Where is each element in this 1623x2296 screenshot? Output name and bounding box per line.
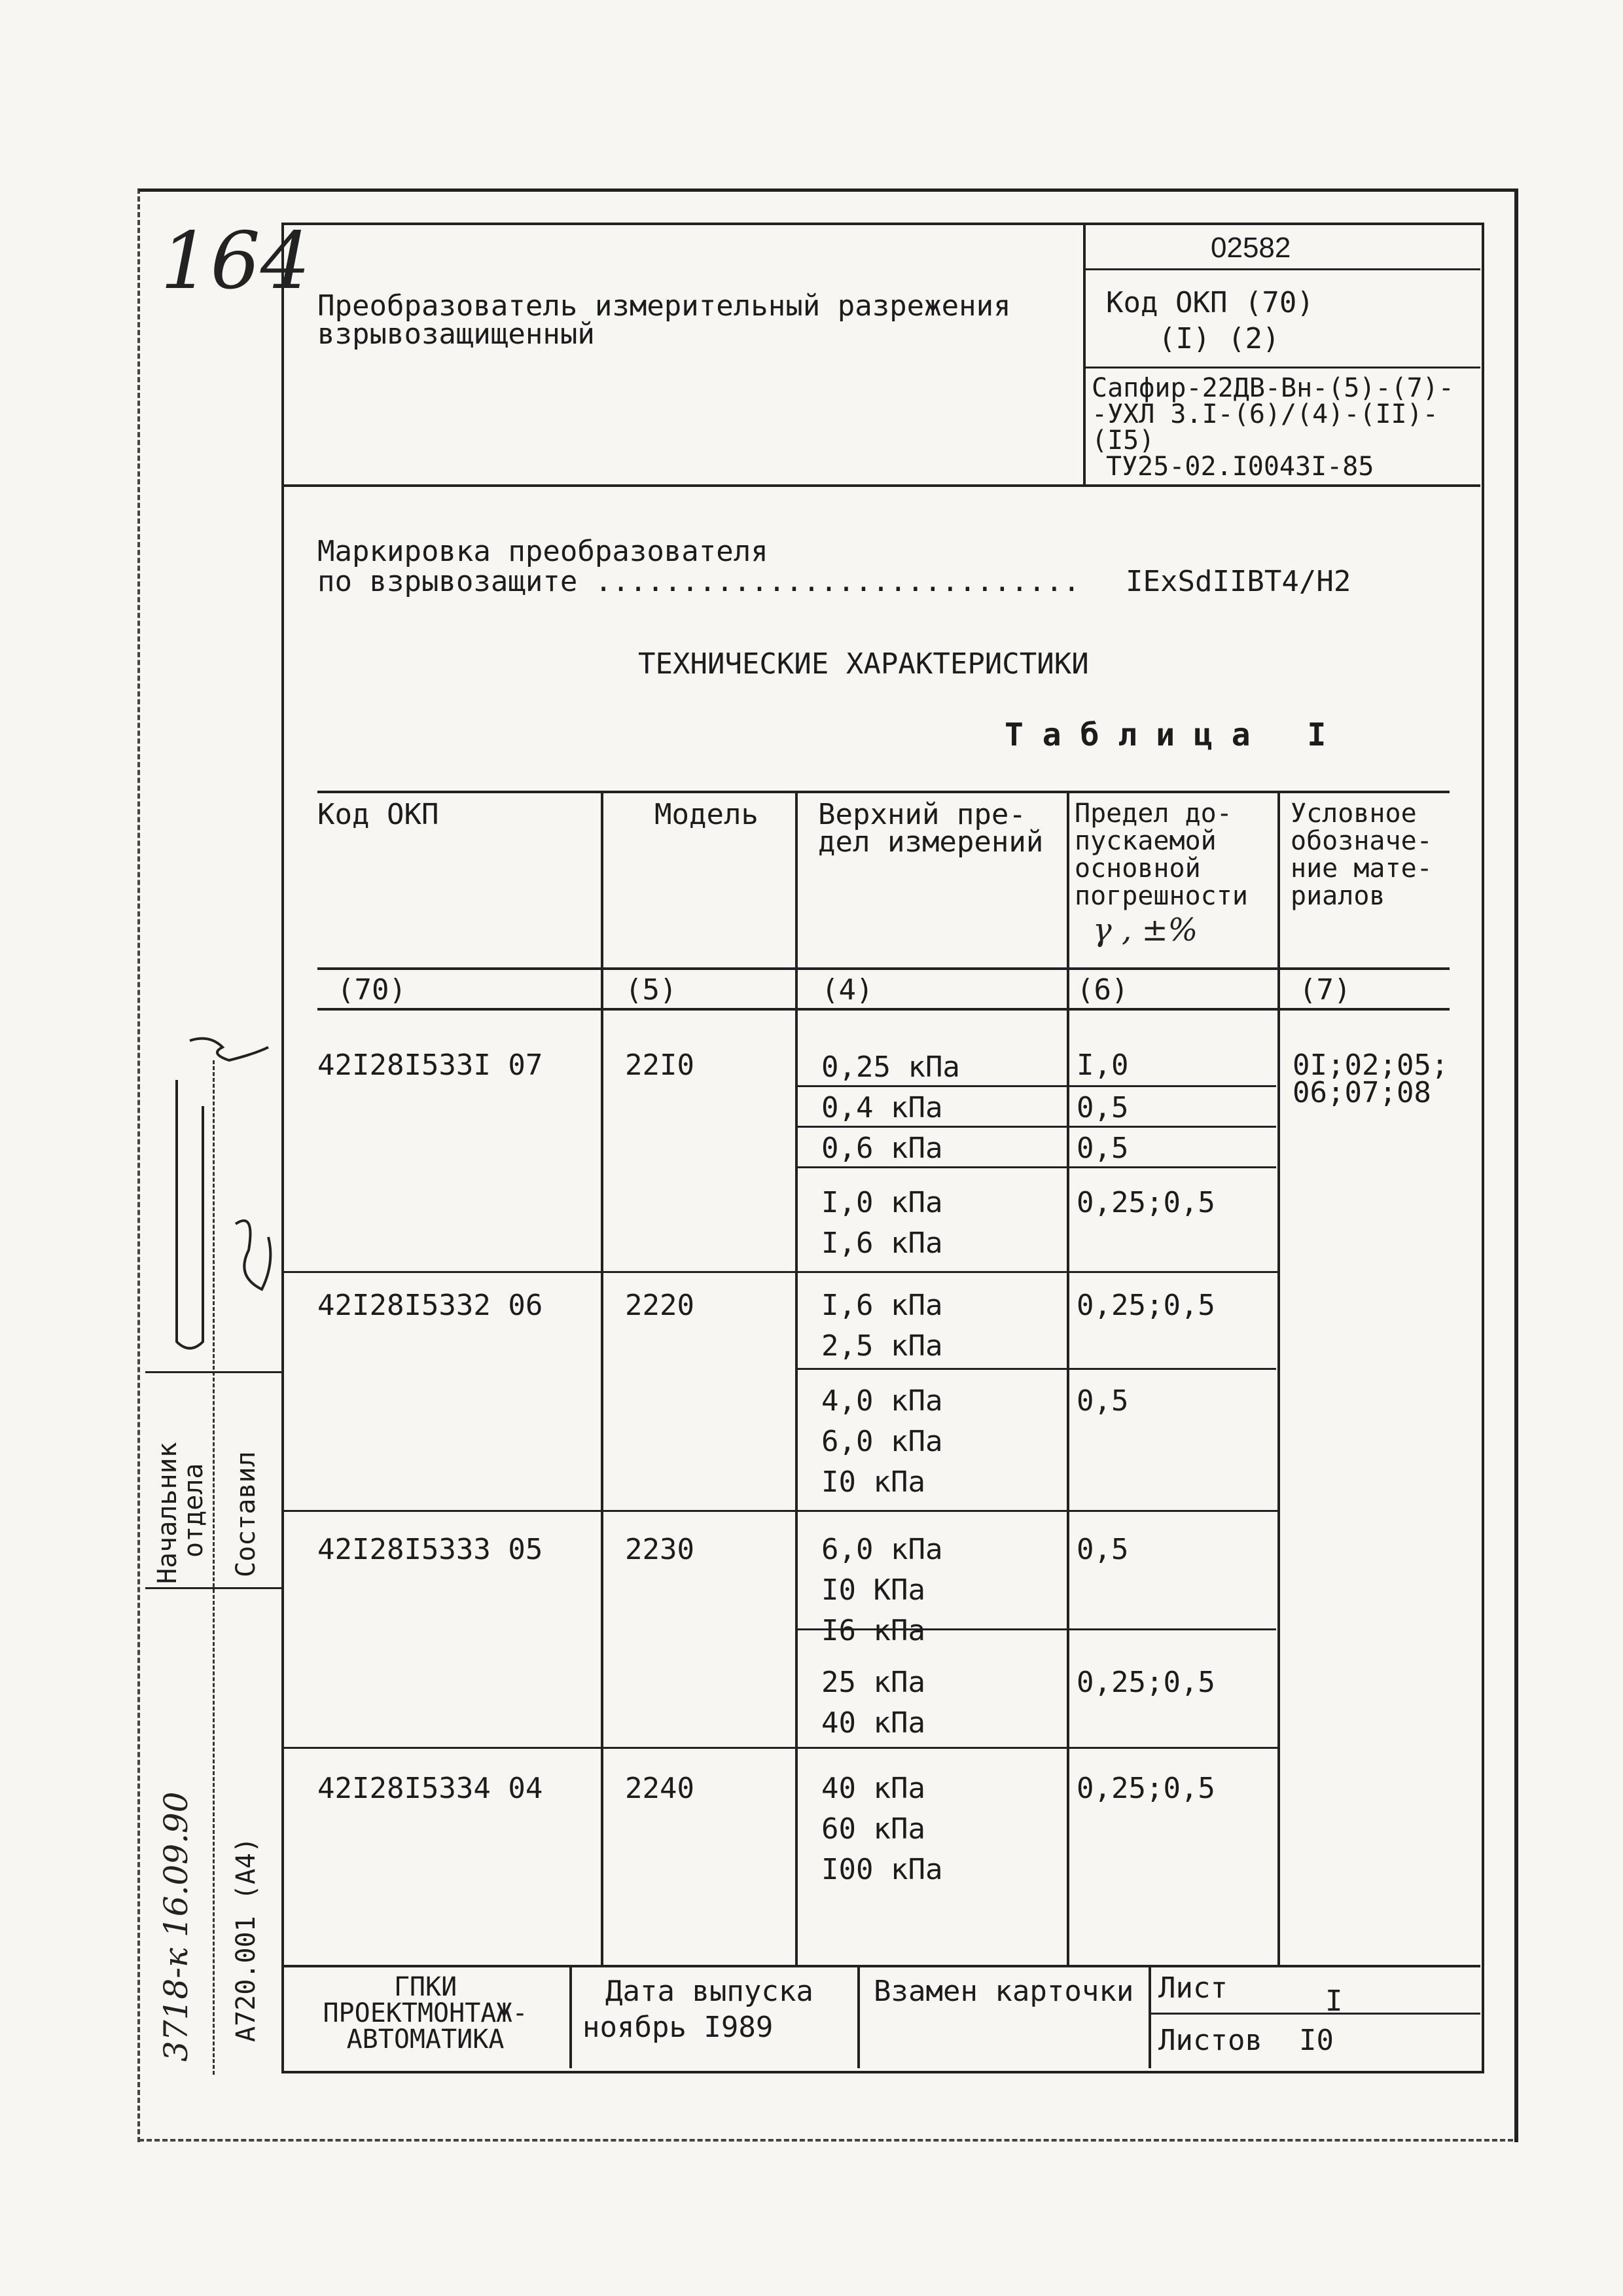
row1-materials-l2: 06;07;08 [1293,1076,1431,1109]
row3-end-line [283,1747,1277,1749]
header-materials-l3: ние мате- [1291,853,1433,884]
table-col-divider-1 [601,791,603,1965]
header-model: Модель [654,798,758,831]
footer-sheet-line [1150,2013,1480,2015]
r1-sub-line-a [795,1085,1276,1087]
row2-end-line [283,1510,1277,1512]
footer-replace-label: Взамен карточки [874,1975,1134,2008]
row2-range-4: I0 кПа [821,1465,925,1499]
okp-label: Код ОКП (70) [1106,286,1314,319]
row2-range-2: 4,0 кПа [821,1384,943,1418]
row2-range-3: 6,0 кПа [821,1425,943,1458]
row2-model: 2220 [625,1289,694,1322]
row3-range-3: 25 кПа [821,1666,925,1699]
row1-range-2: 0,6 кПа [821,1132,943,1165]
header-range-l1: Верхний пре- [818,798,1026,831]
header-error-l3: основной [1075,853,1201,884]
row2-range-1: 2,5 кПа [821,1329,943,1363]
table-title: Т а б л и ц а I [1005,717,1327,753]
section-title: ТЕХНИЧЕСКИЕ ХАРАКТЕРИСТИКИ [638,647,1089,681]
row1-error-0: I,0 [1077,1049,1129,1082]
header-materials-l2: обозначе- [1291,826,1433,856]
row3-range-2: I6 кПа [821,1614,925,1647]
row1-range-3: I,0 кПа [821,1186,943,1219]
header-error-l5: γ , ±% [1093,912,1198,948]
row3-okp: 42I28I5333 05 [317,1533,543,1566]
header-range-l2: дел измерений [818,825,1044,859]
header-materials-l4: риалов [1291,881,1385,911]
footer-top-line [283,1965,1480,1967]
row4-error-0: 0,25;0,5 [1077,1772,1215,1805]
header-card-line [1084,268,1480,270]
table-col-divider-2 [795,791,798,1965]
footer-sheets-label: Листов [1158,2024,1262,2057]
row1-okp: 42I28I533I 07 [317,1049,543,1082]
designation-line4: ТУ25-02.I0043I-85 [1106,452,1374,482]
row1-range-0: 0,25 кПа [821,1050,960,1084]
header-bottom-line [283,484,1480,487]
row3-error-1: 0,25;0,5 [1077,1666,1215,1699]
card-number: 02582 [1211,232,1291,264]
footer-divider-3 [1149,1966,1151,2068]
handwritten-sheet-number: 164 [160,216,311,307]
code-col5: (7) [1299,973,1351,1007]
header-okp: Код ОКП [317,798,439,831]
code-col1: (70) [337,973,406,1007]
side-author-label: Составил [231,1451,261,1577]
row4-model: 2240 [625,1772,694,1805]
row3-error-0: 0,5 [1077,1533,1129,1566]
footer-release-value: ноябрь I989 [582,2011,774,2044]
side-head-label-l2: отдела [179,1463,209,1558]
row3-range-1: I0 КПа [821,1573,925,1607]
row1-materials-l1: 0I;02;05; [1293,1049,1449,1082]
code-col4: (6) [1077,973,1129,1007]
document-title-line1: Преобразователь измерительный разрежения [317,289,1011,323]
header-error-l2: пускаемой [1075,826,1217,856]
row4-range-1: 60 кПа [821,1812,925,1846]
footer-org-l2: ПРОЕКТМОНТАЖ- [323,1998,528,2028]
row2-error-0: 0,25;0,5 [1077,1289,1215,1322]
footer-org-l3: АВТОМАТИКА [346,2024,505,2054]
header-error-l1: Предел до- [1075,798,1232,829]
footer-org-l1: ГПКИ [393,1972,457,2002]
side-head-label-l1: Начальник [152,1442,183,1584]
code-col3: (4) [821,973,874,1007]
footer-sheets-value: I0 [1299,2024,1334,2057]
row4-range-0: 40 кПа [821,1772,925,1805]
header-error-l4: погрешности [1075,881,1248,911]
designation-line2: -УХЛ 3.I-(6)/(4)-(II)- [1092,399,1438,429]
row2-range-0: I,6 кПа [821,1289,943,1322]
r1-sub-line-b [795,1126,1276,1128]
row1-model: 22I0 [625,1049,694,1082]
side-form-code: А720.001 (А4) [231,1837,261,2042]
footer-sheet-label: Лист [1158,1971,1228,2005]
row1-error-1: 0,5 [1077,1091,1129,1124]
marking-line2: по взрывозащите ............................ [317,565,1080,598]
footer-divider-1 [569,1966,572,2068]
header-materials-l1: Условное [1291,798,1417,829]
side-stamp-line-1 [145,1371,283,1373]
side-handwritten-note: 3718-к 16.09.90 [157,1791,195,2062]
row3-range-4: 40 кПа [821,1706,925,1740]
marking-value: IExSdIIBT4/H2 [1126,565,1351,598]
row2-error-1: 0,5 [1077,1384,1129,1418]
row3-range-0: 6,0 кПа [821,1533,943,1566]
footer-divider-2 [857,1966,860,2068]
row1-error-3: 0,25;0,5 [1077,1186,1215,1219]
row3-model: 2230 [625,1533,694,1566]
okp-sub: (I) (2) [1158,322,1280,355]
row4-okp: 42I28I5334 04 [317,1772,543,1805]
designation-line1: Сапфир-22ДВ-Вн-(5)-(7)- [1092,373,1454,403]
header-okp-line [1084,367,1480,368]
side-stamp-line-2 [145,1587,283,1589]
footer-release-label: Дата выпуска [605,1975,813,2008]
row2-okp: 42I28I5332 06 [317,1289,543,1322]
row1-range-4: I,6 кПа [821,1227,943,1260]
row4-range-2: I00 кПа [821,1853,943,1886]
r1-sub-line-c [795,1166,1276,1168]
designation-line3: (I5) [1092,425,1155,456]
row1-range-1: 0,4 кПа [821,1091,943,1124]
document-title-line2: взрывозащищенный [317,317,595,351]
signature-marks [151,1028,281,1368]
row1-end-line [283,1271,1277,1273]
table-col-divider-3 [1067,791,1069,1965]
table-col-divider-4 [1277,791,1280,1965]
header-divider [1083,224,1086,486]
footer-sheet-value: I [1325,1984,1343,2018]
row1-error-2: 0,5 [1077,1132,1129,1165]
r2-sub-line [795,1368,1276,1370]
code-col2: (5) [625,973,677,1007]
outer-frame-bottom [139,2139,1513,2142]
marking-line1: Маркировка преобразователя [317,535,768,568]
